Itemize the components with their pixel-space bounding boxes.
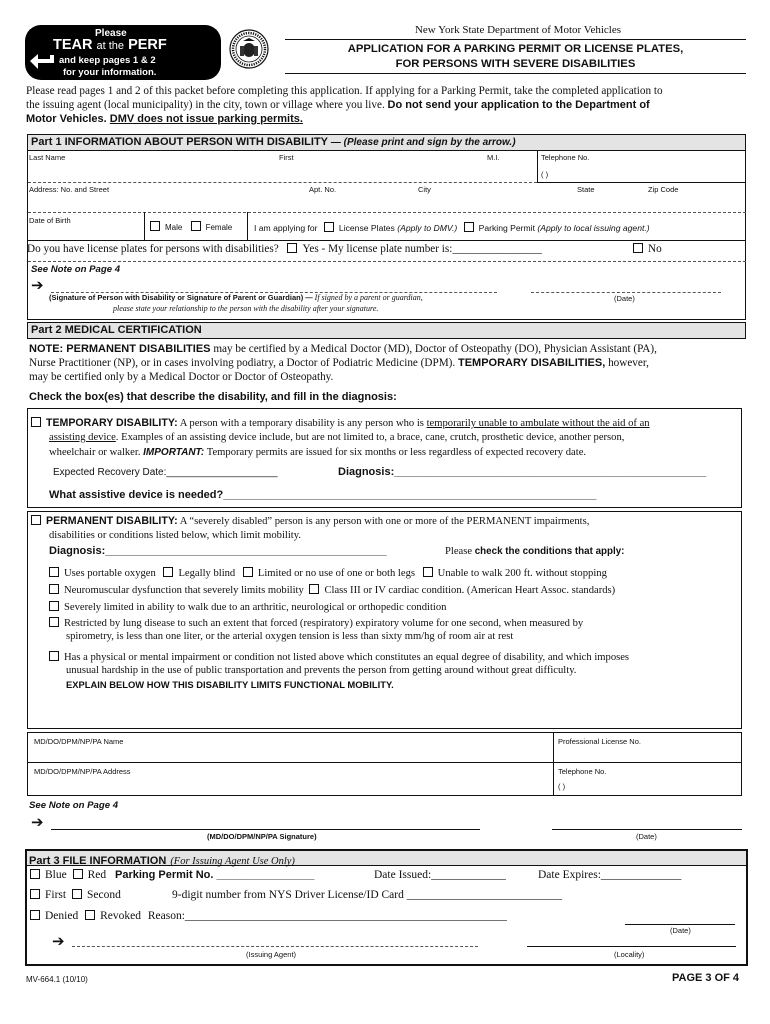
- temporary-line3: wheelchair or walker. IMPORTANT: Temporary permits are issued for six months or less regardless of expected recovery date.: [49, 447, 587, 458]
- part3-title-row: Part 3 FILE INFORMATION (For Issuing Agent Use Only): [29, 855, 295, 867]
- parking-permit-checkbox[interactable]: Parking Permit (Apply to local issuing agent.): [464, 223, 650, 233]
- temporary-line1: TEMPORARY DISABILITY: A person with a temporary disability is any person who is temporarily unable to ambulate without the aid of an: [31, 417, 650, 429]
- denied-checkbox[interactable]: Denied: [30, 910, 78, 922]
- part1-sig-note: please state your relationship to the person with the disability after your signature.: [113, 304, 379, 313]
- locality-field[interactable]: [527, 946, 736, 947]
- part3-date-field[interactable]: [625, 924, 735, 925]
- permanent-line1: PERMANENT DISABILITY: A “severely disabled” person is any person with one or more of the PERMANENT impairments,: [31, 515, 589, 527]
- issuing-agent-label: (Issuing Agent): [246, 950, 297, 959]
- issuing-agent-field[interactable]: [72, 946, 478, 947]
- part2-note-line2: Nurse Practitioner (NP), or in cases involving podiatry, a Doctor of Podiatric Medicine (DPM). TEMPORARY DISABILITIES, however,: [29, 357, 649, 369]
- arrow-right-icon: ➔: [31, 813, 44, 831]
- conditions-row1: [49, 567, 607, 579]
- tear-heading: TEAR at the PERF: [53, 37, 167, 53]
- part1-date-field[interactable]: [531, 292, 721, 293]
- md-signature-label: (MD/DO/DPM/NP/PA Signature): [207, 832, 317, 841]
- female-checkbox[interactable]: Female: [191, 223, 233, 232]
- address-field[interactable]: [28, 212, 746, 213]
- dob-label: Date of Birth: [29, 216, 71, 225]
- telephone-paren: ( ): [541, 170, 549, 179]
- intro-line3: Motor Vehicles. DMV does not issue parking permits.: [26, 113, 303, 125]
- arrow-right-icon: ➔: [52, 932, 65, 950]
- first-name-label: First: [279, 153, 294, 162]
- part3-row3: [30, 910, 507, 922]
- cond-other-checkbox[interactable]: Has a physical or mental impairment or condition not listed above which constitutes an equal degree of disability, and which imposes: [49, 651, 629, 663]
- part2-note-line3: may be certified only by a Medical Doctor or Doctor of Osteopathy.: [29, 371, 334, 383]
- applying-for-row: I am applying for License Plates (Apply to DMV.) Parking Permit (Apply to local issuing agent.): [254, 223, 650, 233]
- last-name-label: Last Name: [29, 153, 66, 162]
- part1-header: [27, 134, 746, 151]
- permanent-line2: disabilities or conditions listed below, which limit mobility.: [49, 530, 301, 541]
- cond-other-line2: unusual hardship in the use of public transportation and prevents the person from getting around without great difficulty.: [66, 665, 577, 676]
- part2-note-line1: NOTE: PERMANENT DISABILITIES may be certified by a Medical Doctor (MD), Doctor of Osteopathy (DO), Physician Assistant (PA),: [29, 343, 657, 355]
- explain-field[interactable]: [60, 692, 736, 726]
- tear-keep: and keep pages 1 & 2: [59, 55, 156, 66]
- check-instruction: Check the box(es) that describe the disability, and fill in the diagnosis:: [29, 391, 397, 403]
- form-number: MV-664.1 (10/10): [26, 975, 88, 984]
- city-label: City: [418, 185, 431, 194]
- state-label: State: [577, 185, 595, 194]
- explain-label: EXPLAIN BELOW HOW THIS DISABILITY LIMITS FUNCTIONAL MOBILITY.: [66, 679, 394, 690]
- cond-blind-checkbox[interactable]: Legally blind: [163, 568, 235, 579]
- form-title-line1: APPLICATION FOR A PARKING PERMIT OR LICENSE PLATES,: [347, 43, 684, 55]
- cond-walk-checkbox[interactable]: Unable to walk 200 ft. without stopping: [423, 568, 607, 579]
- temporary-checkbox[interactable]: [31, 418, 46, 429]
- intro-line1: Please read pages 1 and 2 of this packet before completing this application. If applying for a Parking Permit, take the completed application to: [26, 85, 663, 97]
- cond-lung-line2: spirometry, is less than one liter, or the arterial oxygen tension is less than sixty mm/hg of room air at rest: [66, 631, 514, 642]
- check-conditions-label: Please check the conditions that apply:: [445, 546, 625, 557]
- second-checkbox[interactable]: Second: [72, 889, 121, 901]
- cond-neuro-checkbox[interactable]: Neuromuscular dysfunction that severely limits mobility: [49, 585, 304, 596]
- plates-question-row: Do you have license plates for persons with disabilities? Yes - My license plate number is:________________: [27, 243, 542, 255]
- cond-lung-checkbox[interactable]: Restricted by lung disease to such an extent that forced (respiratory) expiratory volume for one second, when measured by: [49, 617, 583, 629]
- part1-title: Part 1 INFORMATION ABOUT PERSON WITH DISABILITY: [31, 136, 328, 148]
- intro-line2: the issuing agent (local municipality) in the city, town or village where you live. Do not send your application to the Department of: [26, 99, 650, 111]
- zip-label: Zip Code: [648, 185, 679, 194]
- md-name-label: MD/DO/DPM/NP/PA Name: [34, 737, 124, 746]
- recovery-date-field[interactable]: Expected Recovery Date:____________________: [53, 467, 278, 478]
- yes-plate-checkbox[interactable]: Yes - My license plate number is:________________: [287, 243, 541, 255]
- part3-row2: [30, 889, 121, 901]
- nys-seal-icon: [229, 29, 269, 69]
- sex-options: [150, 221, 232, 232]
- part3-row1: [30, 869, 314, 881]
- md-date-label: (Date): [636, 832, 657, 841]
- cond-arthritic-checkbox[interactable]: Severely limited in ability to walk due to an arthritic, neurological or orthopedic condition: [49, 601, 446, 613]
- form-title-line2: FOR PERSONS WITH SEVERE DISABILITIES: [395, 58, 636, 70]
- temporary-diagnosis-field[interactable]: Diagnosis:___________________________________________________: [338, 466, 707, 478]
- part2-header: [27, 322, 746, 339]
- red-checkbox[interactable]: Red: [73, 869, 107, 881]
- locality-label: (Locality): [614, 950, 645, 959]
- tear-please: Please: [95, 28, 127, 39]
- conditions-row2: [49, 584, 615, 596]
- license-plates-checkbox[interactable]: License Plates (Apply to DMV.): [324, 223, 457, 233]
- part1-sig-label: (Signature of Person with Disability or Signature of Parent or Guardian) — If signed by a parent or guardian,: [49, 293, 423, 302]
- license-id-field[interactable]: 9-digit number from NYS Driver License/ID Card ___________________________: [172, 889, 562, 901]
- permit-no-field[interactable]: Parking Permit No. ________________: [115, 869, 315, 881]
- part2-title: Part 2 MEDICAL CERTIFICATION: [31, 324, 202, 336]
- mi-label: M.I.: [487, 153, 500, 162]
- cond-oxygen-checkbox[interactable]: Uses portable oxygen: [49, 568, 156, 579]
- last-name-field[interactable]: [28, 182, 537, 183]
- tear-perf-tab: [25, 25, 221, 80]
- part1-see-note: See Note on Page 4: [31, 264, 121, 275]
- cond-cardiac-checkbox[interactable]: Class III or IV cardiac condition. (American Heart Assoc. standards): [309, 585, 615, 596]
- md-address-label: MD/DO/DPM/NP/PA Address: [34, 767, 131, 776]
- page-number: PAGE 3 OF 4: [672, 972, 740, 984]
- date-issued-field[interactable]: Date Issued:_____________: [374, 869, 506, 881]
- md-date-field[interactable]: [552, 829, 742, 830]
- md-telephone-label: Telephone No.: [558, 767, 607, 776]
- permanent-diagnosis-field[interactable]: Diagnosis:______________________________________________: [49, 545, 387, 557]
- license-no-label: Professional License No.: [558, 737, 641, 746]
- apt-label: Apt. No.: [309, 185, 337, 194]
- assistive-device-field[interactable]: What assistive device is needed?_____________________________________________________________: [49, 489, 597, 501]
- agency-name: New York State Department of Motor Vehicles: [414, 24, 621, 36]
- no-plate-checkbox[interactable]: No: [633, 243, 662, 255]
- address-label: Address: No. and Street: [29, 185, 110, 194]
- male-checkbox[interactable]: Male: [150, 223, 182, 232]
- part1-note: — (Please print and sign by the arrow.): [330, 137, 516, 148]
- arrow-left-icon: [29, 53, 55, 71]
- tear-info: for your information.: [63, 67, 157, 78]
- cond-limbs-checkbox[interactable]: Limited or no use of one or both legs: [243, 568, 415, 579]
- part2-see-note: See Note on Page 4: [29, 800, 119, 811]
- md-signature-field[interactable]: [51, 829, 480, 830]
- part1-date-label: (Date): [614, 294, 635, 303]
- first-checkbox[interactable]: First: [30, 889, 66, 901]
- temporary-line2: assisting device. Examples of an assisting device include, but are not limited to, a brace, cane, crutch, prosthetic device, another person,: [49, 432, 625, 443]
- md-telephone-paren: ( ): [558, 782, 566, 791]
- part3-date-label: (Date): [670, 926, 691, 935]
- revoked-checkbox[interactable]: Revoked: [85, 910, 141, 922]
- date-expires-field[interactable]: Date Expires:______________: [538, 869, 682, 881]
- reason-field[interactable]: Reason:________________________________________________________: [147, 910, 507, 922]
- arrow-right-icon: ➔: [31, 276, 44, 294]
- telephone-label: Telephone No.: [541, 153, 590, 162]
- blue-checkbox[interactable]: Blue: [30, 869, 67, 881]
- permanent-checkbox[interactable]: [31, 516, 46, 527]
